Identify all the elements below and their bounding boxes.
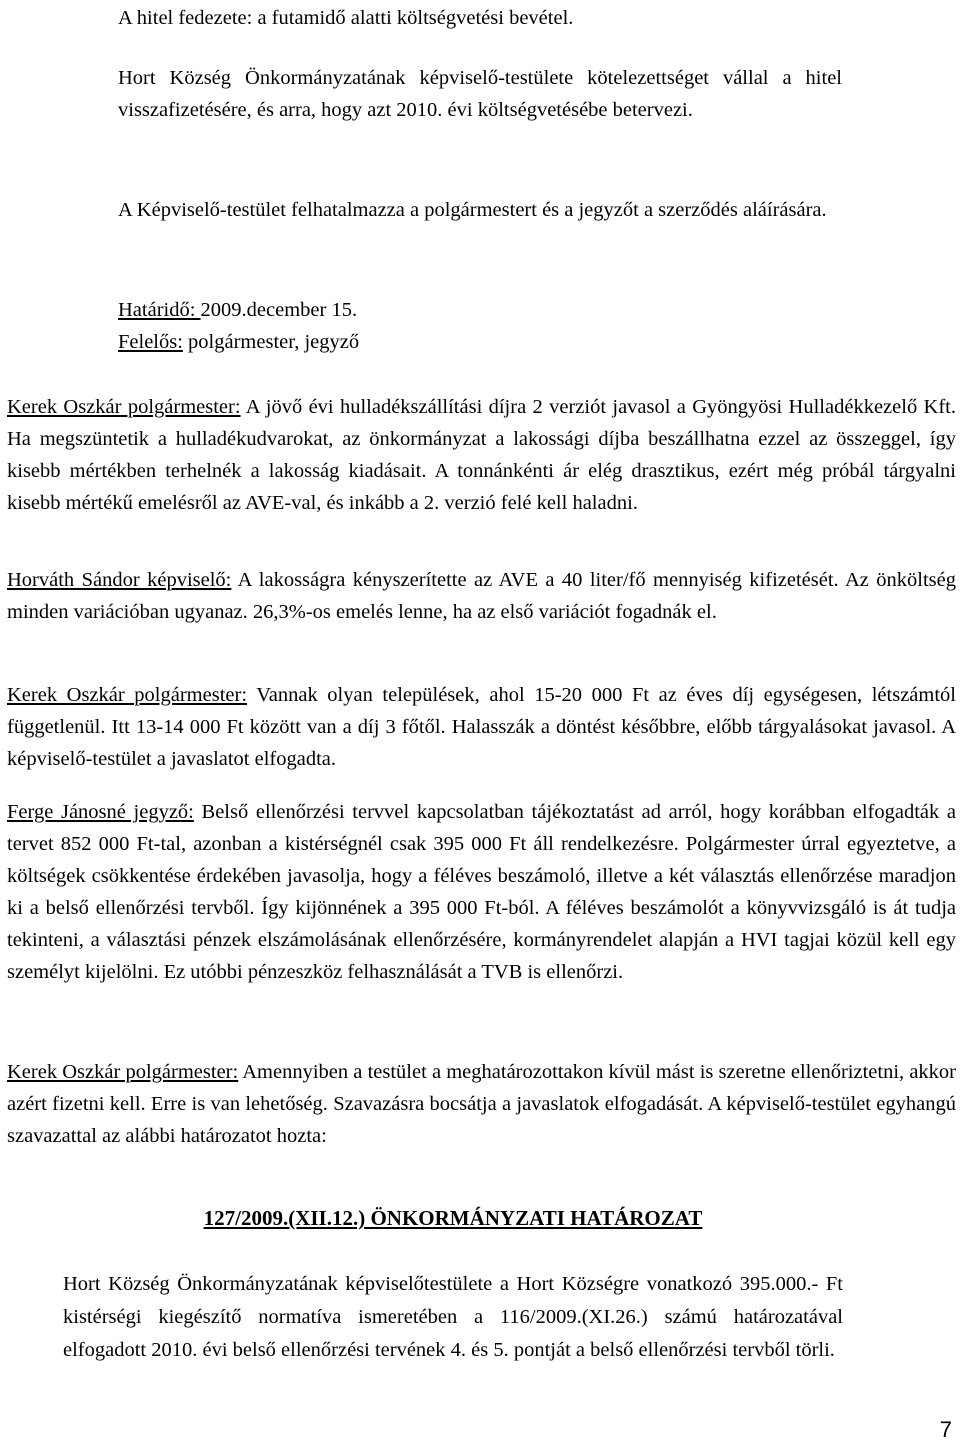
speech-paragraph (7, 1056, 956, 1152)
page-number: 7 (939, 1417, 952, 1442)
speaker-name: Kerek Oszkár polgármester: (7, 684, 248, 706)
speech-paragraph (7, 391, 956, 519)
resolution-title: 127/2009.(XII.12.) ÖNKORMÁNYZATI HATÁROZAT (203, 1206, 703, 1230)
speech-text: Vannak olyan települések, ahol 15-20 000 Ft az éves díj egységesen, létszámtól függetlenül. Itt 13-14 000 Ft között van a díj 3 főtől. Halasszák a döntést későbbre, előbb tárgyalásokat javasol. A képviselő-testület a javaslatot elfogadta. (7, 684, 956, 770)
deadline-line (118, 294, 842, 326)
speech-paragraph (7, 796, 956, 988)
speaker-name: Kerek Oszkár polgármester: (7, 1061, 239, 1083)
speech-text: Amennyiben a testület a meghatározottakon kívül mást is szeretne ellenőriztetni, akkor azért fizetni kell. Erre is van lehetőség. Szavazásra bocsátja a javaslatok elfogadását. A képviselő-testület egyhangú szavazattal az alábbi határozatot hozta: (7, 1061, 956, 1147)
speaker-name: Ferge Jánosné jegyző: (7, 801, 194, 823)
funding-line: A hitel fedezete: a futamidő alatti költségvetési bevétel. (118, 7, 574, 29)
resolution-text: Hort Község Önkormányzatának képviselőtestülete a Hort Községre vonatkozó 395.000.- Ft kistérségi kiegészítő normatíva ismeretében a 116/2009.(XI.26.) számú határozatával elfogadott 2010. évi belső ellenőrzési tervének 4. és 5. pontját a belső ellenőrzési tervből törli. (63, 1273, 843, 1361)
speech-paragraph (7, 679, 956, 775)
speech-text: A jövő évi hulladékszállítási díjra 2 verziót javasol a Gyöngyösi Hulladékkezelő Kft. Ha megszüntetik a hulladékudvarokat, az önkormányzat a lakossági díjba beszállhatna ezzel az összeggel, így kisebb mértékben terhelnék a lakosság kiadásait. A tonnánkénti ár elég drasztikus, ezért még próbál tárgyalni kisebb mértékű emelésről az AVE-val, és inkább a 2. verzió felé kell haladni. (7, 396, 956, 514)
speech-text: A lakosságra kényszerítette az AVE a 40 liter/fő mennyiség kifizetését. Az önköltség minden variációban ugyanaz. 26,3%-os emelés lenne, ha az első variációt fogadnák el. (7, 569, 957, 623)
speaker-name: Horváth Sándor képviselő: (7, 569, 232, 591)
responsible-line (118, 326, 842, 358)
speech-paragraph (7, 564, 956, 628)
authorization-paragraph: A Képviselő-testület felhatalmazza a polgármestert és a jegyzőt a szerződés aláírására. (118, 199, 827, 221)
deadline-label: Határidő: (118, 299, 201, 321)
speech-text: Belső ellenőrzési tervvel kapcsolatban tájékoztatást ad arról, hogy korábban elfogadták a tervet 852 000 Ft-tal, azonban a kistérségnél csak 395 000 Ft áll rendelkezésre. Polgármester úrral egyeztetve, a költségek csökkentése érdekében javasolja, hogy a féléves beszámoló, illetve a két választás ellenőrzése maradjon ki a belső ellenőrzési tervből. Így kijönnének a 395 000 Ft-ból. A féléves beszámolót a könyvvizsgáló is át tudja tekinteni, a választási pénzek elszámolásának ellenőrzésére, kormányrendelet alapján a HVI tagjai közül kell egy személyt kijelölni. Ez utóbbi pénzeszköz felhasználását a TVB is ellenőrzi. (7, 801, 956, 983)
commitment-paragraph: Hort Község Önkormányzatának képviselő-testülete kötelezettséget vállal a hitel visszafizetésére, és arra, hogy azt 2010. évi költségvetésébe betervezi. (118, 67, 842, 121)
deadline-value: 2009.december 15. (200, 299, 358, 321)
speaker-name: Kerek Oszkár polgármester: (7, 396, 241, 418)
responsible-label: Felelős: (118, 331, 183, 353)
responsible-value: polgármester, jegyző (182, 331, 360, 353)
